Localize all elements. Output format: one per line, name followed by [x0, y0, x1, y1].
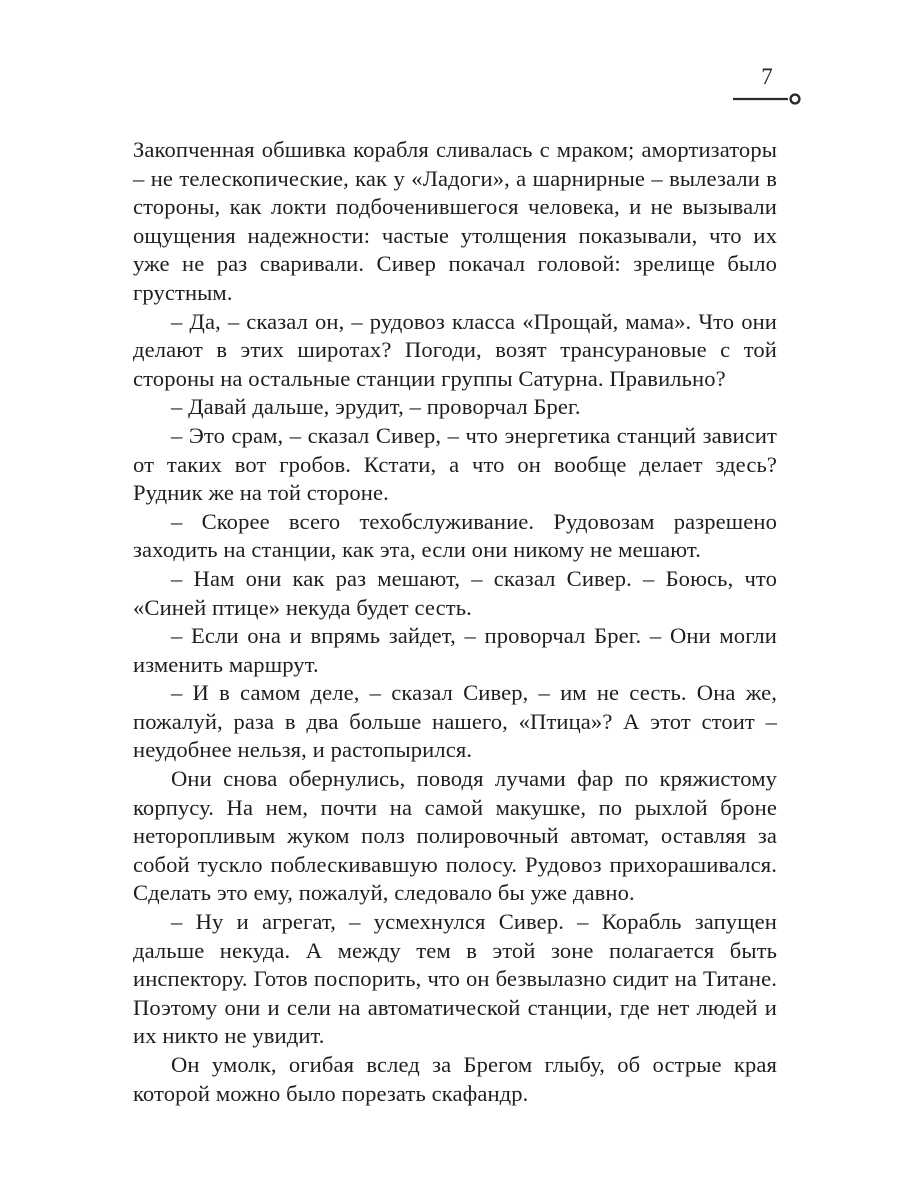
- paragraph: – Нам они как раз мешают, – сказал Сивер. – Боюсь, что «Синей птице» некуда будет сесть.: [133, 565, 777, 620]
- paragraph: – Это срам, – сказал Сивер, – что энергетика станций зависит от таких вот гробов. Кстати, а что он вообще делает здесь? Рудник же на той стороне.: [133, 422, 777, 506]
- header-rule-ornament-icon: [732, 92, 802, 106]
- paragraph: – И в самом деле, – сказал Сивер, – им не сесть. Она же, пожалуй, раза в два больше нашего, «Птица»? А этот стоит – неудобнее нельзя, и растопырился.: [133, 680, 777, 763]
- paragraph: – Давай дальше, эрудит, – проворчал Брег.: [171, 394, 581, 420]
- paragraph: Они снова обернулись, поводя лучами фар по кряжистому корпусу. На нем, почти на самой макушке, по рыхлой броне неторопливым жуком полз полировочный автомат, оставляя за собой тускло поблескивавшую полосу. Рудовоз прихорашивался. Сделать это ему, пожалуй, следовало бы уже давно.: [133, 766, 777, 906]
- paragraph: – Да, – сказал он, – рудовоз класса «Прощай, мама». Что они делают в этих широтах? Погоди, возят трансурановые с той стороны на остальные станции группы Сатурна. Правильно?: [133, 308, 777, 391]
- paragraph: – Если она и впрямь зайдет, – проворчал Брег. – Они могли изменить маршрут.: [133, 623, 777, 677]
- paragraph: – Ну и агрегат, – усмехнулся Сивер. – Корабль запущен дальше некуда. А между тем в этой зоне полагается быть инспектору. Готов поспорить, что он безвылазно сидит на Титане. Поэтому они и сели на автоматической станции, где нет людей и их никто не увидит.: [133, 909, 777, 1049]
- paragraph: – Скорее всего техобслуживание. Рудовозам разрешено заходить на станции, как эта, если они никому не мешают.: [133, 508, 777, 563]
- page-header: [732, 64, 802, 106]
- paragraph: Он умолк, огибая вслед за Брегом глыбу, об острые края которой можно было порезать скафандр.: [133, 1052, 777, 1106]
- page-number: 7: [761, 64, 773, 89]
- paragraph: Закопченная обшивка корабля сливалась с мраком; амортизаторы – не телескопические, как у «Ладоги», а шарнирные – вылезали в стороны, как локти подбоченившегося человека, и не вызывали ощущения надежности: частые утолщения показывали, что их уже не раз сваривали. Сивер покачал головой: зрелище было грустным.: [133, 137, 777, 305]
- page-text: [133, 136, 777, 1108]
